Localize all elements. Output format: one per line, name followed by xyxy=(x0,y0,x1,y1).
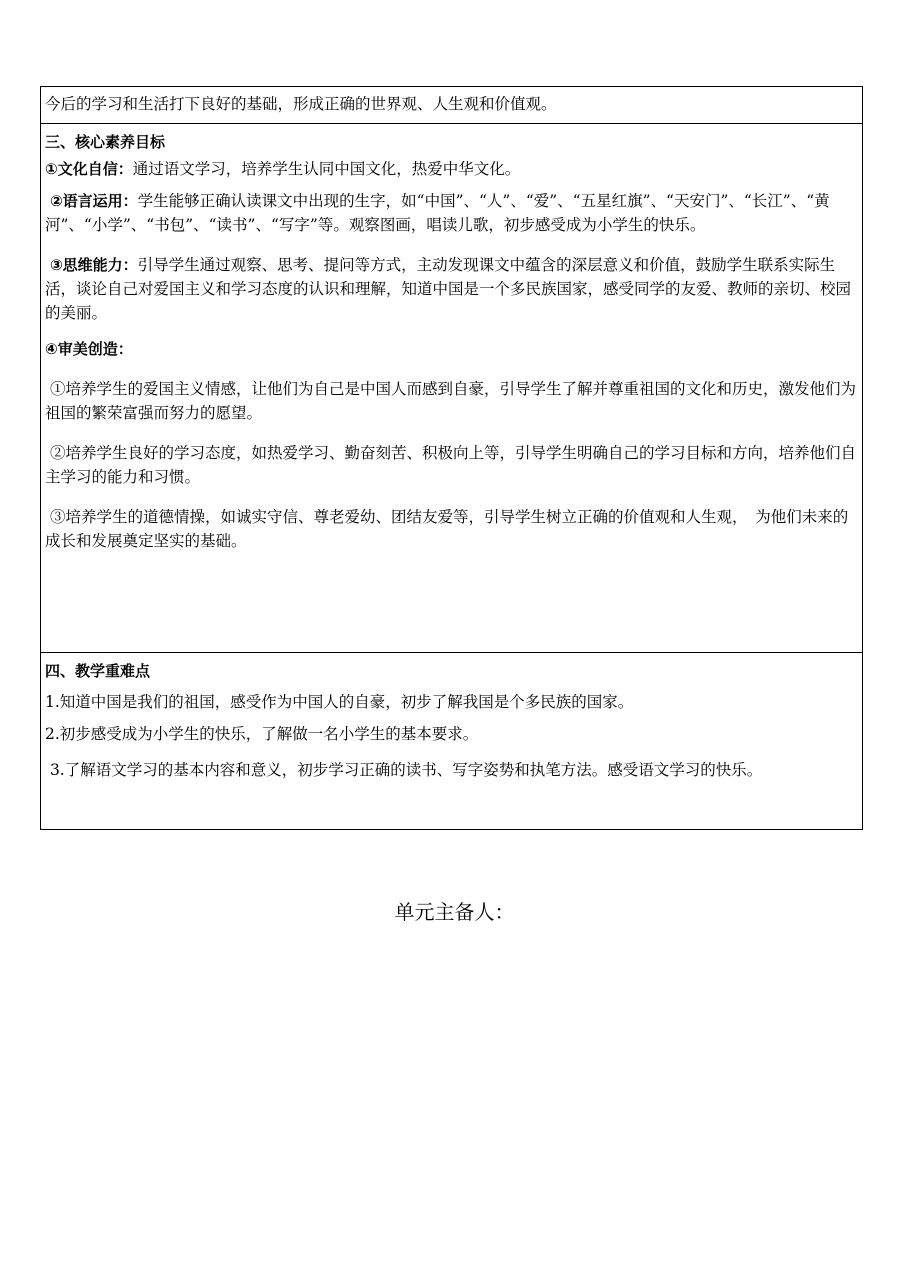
culture-confidence-text: 通过语文学习，培养学生认同中国文化，热爱中华文化。 xyxy=(132,160,521,178)
aesthetic-creation-paragraph xyxy=(45,337,858,361)
carryover-text: 今后的学习和生活打下良好的基础，形成正确的世界观、人生观和价值观。 xyxy=(45,95,557,113)
core-literacy-row xyxy=(41,124,863,653)
aesthetic-item xyxy=(45,505,858,553)
language-use-text: 学生能够正确认读课文中出现的生字，如“中国”、“人”、“爱”、“五星红旗”、“天安门”、“长江”、“黄河”、“小学”、“书包”、“读书”、“写字”等。观察图画，唱读儿歌，初步感受成为小学生的快乐。 xyxy=(45,192,830,234)
key-points-heading: 四、教学重难点 xyxy=(45,662,151,680)
aesthetic-item xyxy=(45,377,858,425)
language-use-paragraph xyxy=(45,189,858,237)
key-point-item xyxy=(45,758,858,782)
aesthetic-item xyxy=(45,441,858,489)
aesthetic-item-1-text: ①培养学生的爱国主义情感，让他们为自己是中国人而感到自豪，引导学生了解并尊重祖国的文化和历史，激发他们为祖国的繁荣富强而努力的愿望。 xyxy=(45,380,856,422)
carryover-row xyxy=(41,87,863,124)
key-point-item: 2.初步感受成为小学生的快乐，了解做一名小学生的基本要求。 xyxy=(45,725,479,743)
aesthetic-item-2-text: ②培养学生良好的学习态度，如热爱学习、勤奋刻苦、积极向上等，引导学生明确自己的学习目标和方向，培养他们自主学习的能力和习惯。 xyxy=(45,444,856,486)
thinking-ability-lead: ③思维能力： xyxy=(49,256,138,274)
thinking-ability-text: 引导学生通过观察、思考、提问等方式，主动发现课文中蕴含的深层意义和价值，鼓励学生联系实际生活，谈论自己对爱国主义和学习态度的认识和理解，知道中国是一个多民族国家，感受同学的友爱、教师的亲切、校园的美丽。 xyxy=(45,256,852,322)
carryover-cell xyxy=(41,87,863,124)
culture-confidence-paragraph xyxy=(45,157,858,181)
lesson-plan-table xyxy=(40,86,863,830)
key-point-3-text: 3.了解语文学习的基本内容和意义，初步学习正确的读书、写字姿势和执笔方法。感受语文学习的快乐。 xyxy=(49,761,763,779)
core-literacy-heading: 三、核心素养目标 xyxy=(45,133,166,151)
aesthetic-creation-lead: ④审美创造： xyxy=(45,340,133,358)
aesthetic-item-3-text: ③培养学生的道德情操，如诚实守信、尊老爱幼、团结友爱等，引导学生树立正确的价值观和人生观， 为他们未来的成长和发展奠定坚实的基础。 xyxy=(45,508,849,550)
culture-confidence-lead: ①文化自信： xyxy=(45,160,133,178)
key-points-cell xyxy=(41,653,863,830)
language-use-lead: ②语言运用： xyxy=(49,192,138,210)
unit-owner-label: 单元主备人： xyxy=(394,900,515,924)
thinking-ability-paragraph xyxy=(45,253,858,325)
key-points-row xyxy=(41,653,863,830)
core-literacy-cell xyxy=(41,124,863,653)
key-point-item: 1.知道中国是我们的祖国，感受作为中国人的自豪，初步了解我国是个多民族的国家。 xyxy=(45,693,634,711)
